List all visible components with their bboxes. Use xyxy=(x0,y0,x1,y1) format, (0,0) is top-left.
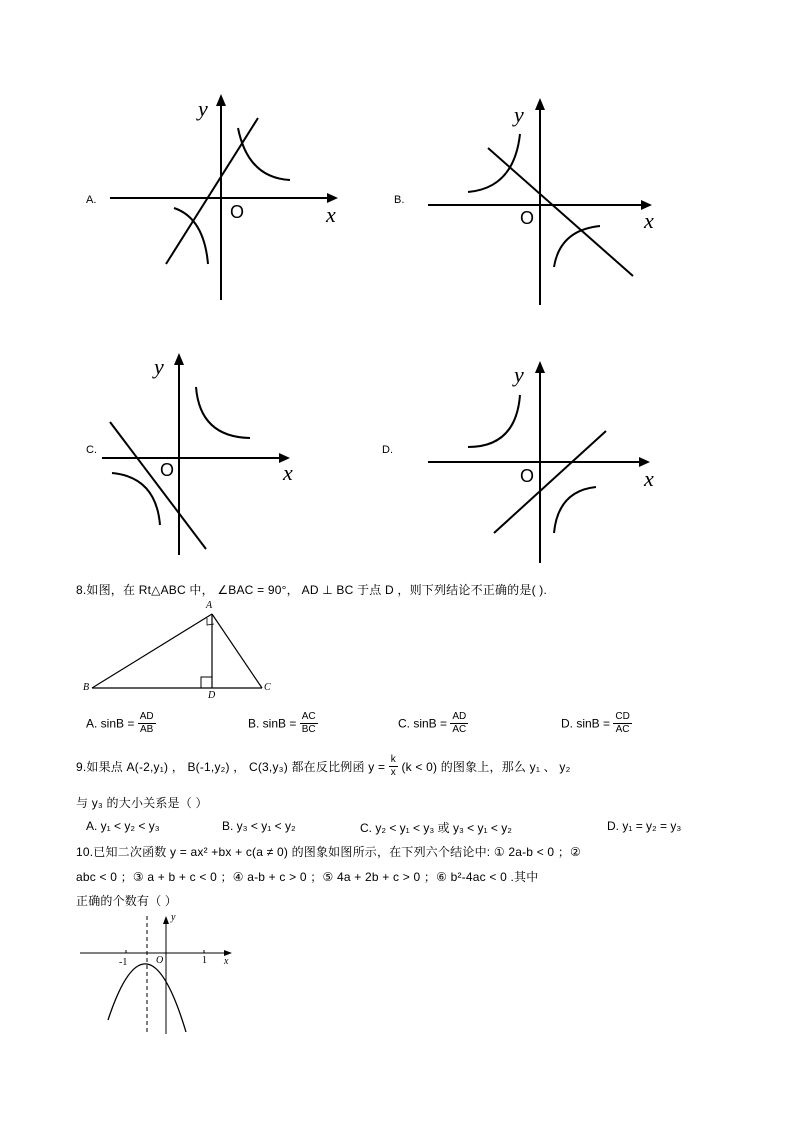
q8-choice-b-fraction xyxy=(300,711,318,736)
parabola-origin-label: O xyxy=(156,955,164,966)
question-9-stem-part1: 9.如果点 A(-2,y₁) ， B(-1,y₂) ， C(3,y₃) 都在反比例函 y = xyxy=(76,760,386,774)
parabola-graph xyxy=(76,912,246,1037)
q8-choice-a-den: AB xyxy=(139,724,154,735)
option-b-graph xyxy=(420,90,670,310)
option-a-x-label: x xyxy=(326,202,336,227)
q8-choice-d-num: CD xyxy=(615,711,630,722)
question-9-fraction xyxy=(389,754,398,779)
q8-choice-c-prefix: C. sinB = xyxy=(398,716,448,731)
q8-choice-d-den: AC xyxy=(615,724,630,735)
option-c-graph xyxy=(96,345,306,560)
q8-choice-a-prefix: A. sinB = xyxy=(86,716,135,731)
triangle-label-b: B xyxy=(83,682,90,693)
q8-choice-c[interactable] xyxy=(398,711,468,736)
q8-choice-b-num: AC xyxy=(301,711,316,722)
question-10-line1: 10.已知二次函数 y = ax² +bx + c(a ≠ 0) 的图象如图所示，在下列六个结论中: ① 2a-b < 0 ；② xyxy=(76,845,582,859)
parabola-neg1-label: -1 xyxy=(119,957,128,968)
q8-choice-c-den: AC xyxy=(452,724,467,735)
q9-choice-a[interactable]: A. y₁ < y₂ < y₃ xyxy=(86,819,160,833)
q9-choice-d[interactable]: D. y₁ = y₂ = y₃ xyxy=(607,819,682,833)
q8-choice-a[interactable] xyxy=(86,711,156,736)
option-c-x-label: x xyxy=(283,460,293,485)
triangle-figure xyxy=(80,598,280,704)
option-c-label: C. xyxy=(86,444,97,456)
option-d-x-label: x xyxy=(644,466,654,491)
parabola-y-label: y xyxy=(171,912,176,923)
question-8-stem: 8.如图，在 Rt△ABC 中， ∠BAC = 90°， AD ⊥ BC 于点 D ，则下列结论不正确的是( ). xyxy=(76,583,548,597)
parabola-pos1-label: 1 xyxy=(202,955,207,966)
option-b-origin-label: O xyxy=(520,208,535,228)
option-d-graph xyxy=(420,355,660,570)
option-a-origin-label: O xyxy=(230,202,245,222)
q8-choice-d-fraction xyxy=(613,711,631,736)
option-d-label: D. xyxy=(382,444,393,456)
option-a-y-label: y xyxy=(198,96,208,121)
triangle-label-c: C xyxy=(264,682,271,693)
q9-choice-b[interactable]: B. y₃ < y₁ < y₂ xyxy=(222,819,296,833)
option-a-graph xyxy=(100,90,350,305)
option-d-origin-label: O xyxy=(520,466,535,486)
question-9-frac-num: k xyxy=(390,754,396,765)
question-9-stem xyxy=(76,754,570,779)
parabola-x-label: x xyxy=(224,956,229,967)
q8-choice-b-prefix: B. sinB = xyxy=(248,716,297,731)
q8-choice-d-prefix: D. sinB = xyxy=(561,716,611,731)
option-c-y-label: y xyxy=(154,354,164,379)
q8-choice-b-den: BC xyxy=(301,724,316,735)
q8-choice-b[interactable] xyxy=(248,711,318,736)
q9-choice-c[interactable]: C. y₂ < y₁ < y₃ 或 y₃ < y₁ < y₂ xyxy=(360,821,512,835)
question-9-stem-part2: (k < 0) 的图象上，那么 y₁ 、 y₂ xyxy=(401,760,571,774)
option-c-origin-label: O xyxy=(160,460,175,480)
question-9-stem-line2: 与 y₃ 的大小关系是（ ） xyxy=(76,796,208,810)
triangle-label-d: D xyxy=(208,690,216,701)
option-b-y-label: y xyxy=(514,102,524,127)
question-10-line3: 正确的个数有（ ） xyxy=(76,894,178,908)
q8-choice-c-num: AD xyxy=(452,711,467,722)
question-9-frac-den: x xyxy=(390,767,396,778)
q8-choice-d[interactable] xyxy=(561,711,632,736)
question-10-line2: abc < 0 ；③ a + b + c < 0 ；④ a-b + c > 0 ；⑤ 4a + 2b + c > 0 ；⑥ b²-4ac < 0 .其中 xyxy=(76,870,539,884)
option-a-label: A. xyxy=(86,194,97,206)
q8-choice-c-fraction xyxy=(450,711,468,736)
q8-choice-a-fraction xyxy=(138,711,156,736)
triangle-label-a: A xyxy=(206,600,213,611)
q8-choice-a-num: AD xyxy=(139,711,154,722)
option-b-label: B. xyxy=(394,194,405,206)
option-b-x-label: x xyxy=(644,208,654,233)
option-d-y-label: y xyxy=(514,362,524,387)
